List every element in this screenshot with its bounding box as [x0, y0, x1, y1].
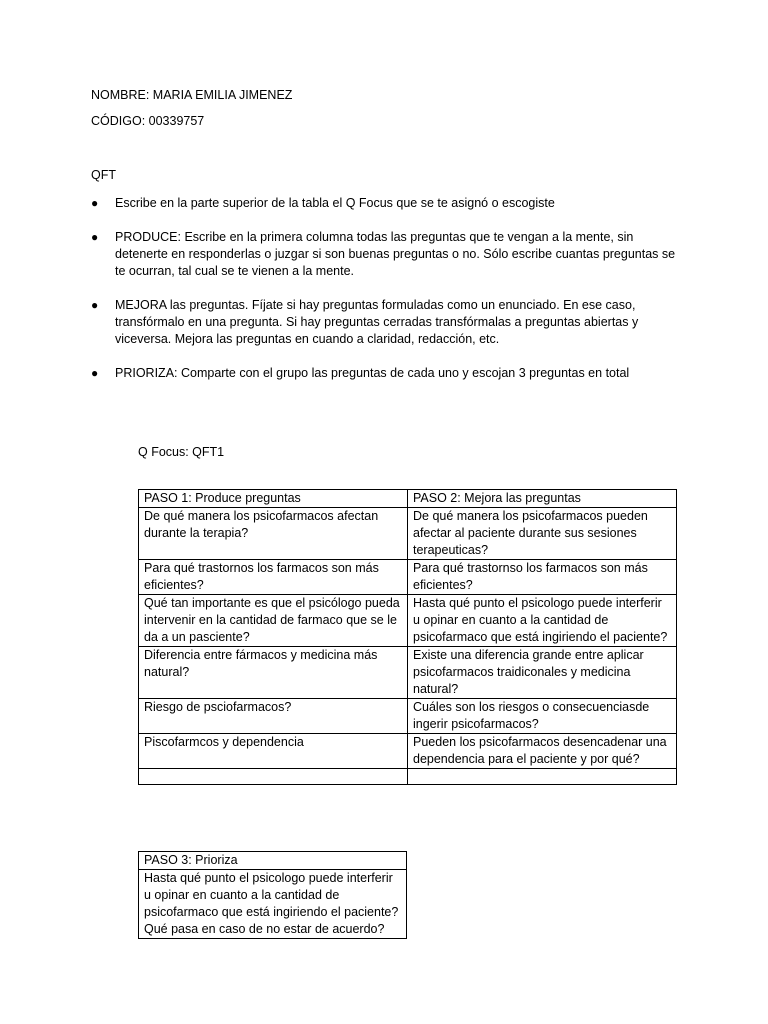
table-header-row [139, 490, 677, 508]
table-row [139, 647, 677, 699]
table-cell: De qué manera los psicofarmacos afectan durante la terapia? [139, 508, 408, 560]
section-title: QFT [91, 168, 116, 182]
bullet-icon: ● [91, 298, 99, 312]
column-header-step3: PASO 3: Prioriza [139, 852, 407, 870]
table-cell: De qué manera los psicofarmacos pueden afectar al paciente durante sus sesiones terapeuticas? [408, 508, 677, 560]
instruction-text: MEJORA las preguntas. Fíjate si hay preguntas formuladas como un enunciado. En ese caso, transfórmalo en una pregunta. Si hay preguntas cerradas transfórmalas a preguntas abiertas y viceversa. Mejora las preguntas en cuando a claridad, redacción, etc. [115, 298, 639, 346]
column-header-step2: PASO 2: Mejora las preguntas [408, 490, 677, 508]
table-row [139, 560, 677, 595]
table-cell: Diferencia entre fármacos y medicina más natural? [139, 647, 408, 699]
column-header-step1: PASO 1: Produce preguntas [139, 490, 408, 508]
table-row [139, 508, 677, 560]
instruction-item [91, 365, 681, 382]
instruction-list [91, 195, 681, 399]
q-focus-label: Q Focus: QFT1 [138, 445, 225, 459]
table-header-row [139, 852, 407, 870]
student-name: NOMBRE: MARIA EMILIA JIMENEZ [91, 88, 293, 102]
student-code: CÓDIGO: 00339757 [91, 114, 205, 128]
bullet-icon: ● [91, 366, 99, 380]
table-cell: Pueden los psicofarmacos desencadenar una dependencia para el paciente y por qué? [408, 734, 677, 769]
instruction-item [91, 195, 681, 212]
questions-table [138, 489, 677, 785]
bullet-icon: ● [91, 230, 99, 244]
instruction-text: PRIORIZA: Comparte con el grupo las preguntas de cada uno y escojan 3 preguntas en total [115, 366, 630, 380]
instruction-text: PRODUCE: Escribe en la primera columna todas las preguntas que te vengan a la mente, sin detenerte en responderlas o juzgar si son buenas preguntas o no. Sólo escribe cuantas preguntas se te ocurran, tal cual se te vienen a la mente. [115, 230, 676, 278]
table-cell: Hasta qué punto el psicologo puede interferir u opinar en cuanto a la cantidad de psicofarmaco que está ingiriendo el paciente? [408, 595, 677, 647]
table-cell: Para qué trastornos los farmacos son más eficientes? [139, 560, 408, 595]
table-row [139, 734, 677, 769]
priority-table [138, 851, 407, 939]
table-cell: Piscofarmcos y dependencia [139, 734, 408, 769]
table-cell: Para qué trastornso los farmacos son más eficientes? [408, 560, 677, 595]
table-cell [139, 769, 408, 785]
instruction-item [91, 297, 681, 348]
instruction-text: Escribe en la parte superior de la tabla el Q Focus que se te asignó o escogiste [115, 196, 555, 210]
table-row [139, 595, 677, 647]
table-row [139, 699, 677, 734]
table-cell: Hasta qué punto el psicologo puede interferir u opinar en cuanto a la cantidad de psicofarmaco que está ingiriendo el paciente? Qué pasa en caso de no estar de acuerdo? [139, 870, 407, 939]
table-cell: Riesgo de psciofarmacos? [139, 699, 408, 734]
table-row [139, 769, 677, 785]
table-cell: Existe una diferencia grande entre aplicar psicofarmacos traidiconales y medicina natural? [408, 647, 677, 699]
bullet-icon: ● [91, 196, 99, 210]
table-row [139, 870, 407, 939]
table-cell: Cuáles son los riesgos o consecuenciasde ingerir psicofarmacos? [408, 699, 677, 734]
table-cell [408, 769, 677, 785]
table-cell: Qué tan importante es que el psicólogo pueda intervenir en la cantidad de farmaco que se le da a un pasciente? [139, 595, 408, 647]
instruction-item [91, 229, 681, 280]
